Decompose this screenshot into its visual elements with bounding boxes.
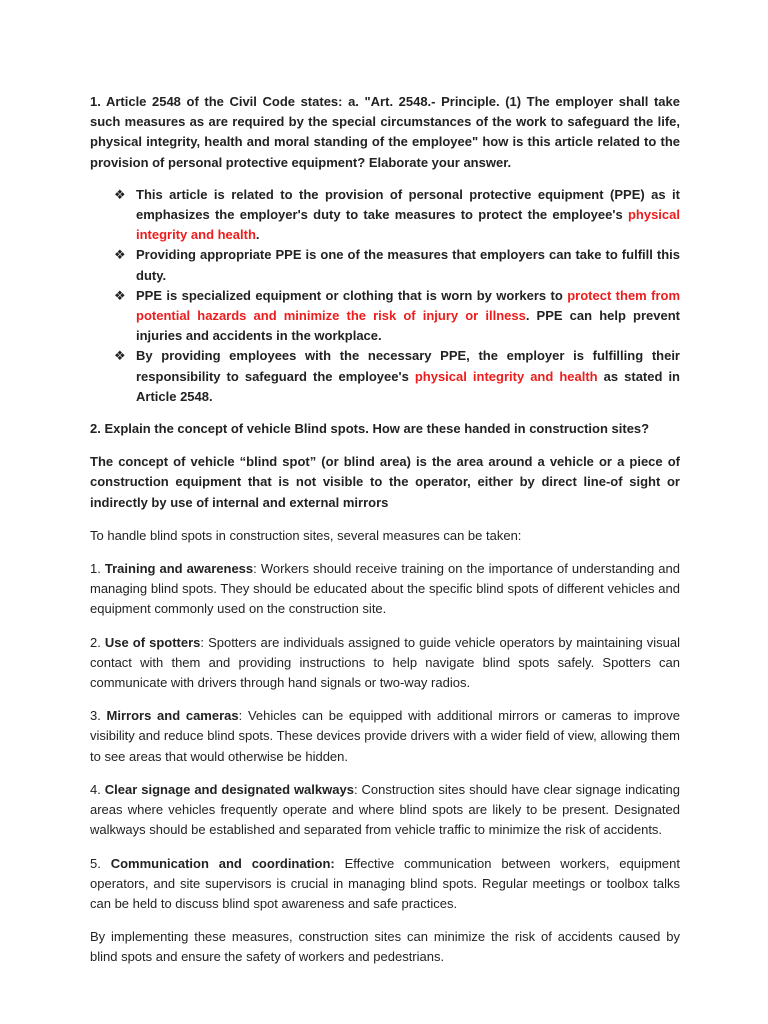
diamond-bullet-icon: ❖ — [114, 186, 126, 202]
measure-title: Communication and coordination: — [110, 855, 335, 871]
bullet-text-after: . — [255, 227, 260, 243]
measure-body: Effective communication between workers, equipment operators, and site supervisors is crucial in managing blind spots. Regular meetings or toolbox talks can be held to discuss blind spot awareness and safe practices. — [90, 855, 680, 911]
measure-number: 1. — [90, 561, 105, 577]
blind-spot-definition: The concept of vehicle “blind spot” (or blind area) is the area around a vehicle or a piece of construction equipment that is not visible to the operator, either by direct line-of sight or indirectly by use of internal and external mirrors — [90, 454, 680, 510]
bullet-highlight: physical integrity and health — [136, 207, 680, 243]
measure-paragraph — [90, 633, 680, 694]
bullet-item — [114, 346, 680, 407]
bullet-text-after: . PPE can help prevent injuries and accidents in the workplace. — [136, 308, 680, 344]
bullet-text: Providing appropriate PPE is one of the measures that employers can take to fulfill this duty. — [136, 247, 680, 283]
bullet-text: By providing employees with the necessary PPE, the employer is fulfilling their responsibility to safeguard the employee's — [136, 348, 680, 384]
question-2: 2. Explain the concept of vehicle Blind spots. How are these handed in construction sites? — [90, 421, 650, 437]
bullet-item — [114, 245, 680, 285]
measure-title: Clear signage and designated walkways — [104, 781, 354, 797]
measure-paragraph — [90, 780, 680, 841]
measure-number: 3. — [90, 708, 107, 724]
measure-body: : Spotters are individuals assigned to guide vehicle operators by maintaining visual contact with them and providing instructions to help navigate blind spots safely. Spotters can communicate with drivers through hand signals or two-way radios. — [90, 634, 680, 691]
measure-body: : Construction sites should have clear signage indicating areas where vehicles frequently operate and where blind spots are likely to be present. Designated walkways should be established and separated from vehicle traffic to minimize the risk of accidents. — [90, 781, 680, 838]
measure-body: : Vehicles can be equipped with additional mirrors or cameras to improve visibility and reduce blind spots. These devices provide drivers with a wider field of view, allowing them to see areas that would otherwise be hidden. — [90, 708, 680, 764]
question-1: 1. Article 2548 of the Civil Code states: a. "Art. 2548.- Principle. (1) The employer shall take such measures as are required by the special circumstances of the work to safeguard the life, physical integrity, health and moral standing of the employee" how is this article related to the provision of personal protective equipment? Elaborate your answer. — [90, 94, 680, 170]
bullet-highlight: protect them from potential hazards and minimize the risk of injury or illness — [136, 287, 681, 324]
bullet-highlight: physical integrity and health — [414, 368, 598, 384]
measure-number: 4. — [90, 781, 105, 797]
measure-paragraph — [90, 559, 680, 620]
measure-number: 5. — [90, 855, 111, 871]
measures-intro: To handle blind spots in construction sites, several measures can be taken: — [90, 527, 522, 543]
measure-body: : Workers should receive training on the importance of understanding and managing blind spots. They should be educated about the specific blind spots of different vehicles and equipment commonly used on the construction site. — [90, 561, 680, 617]
diamond-bullet-icon: ❖ — [114, 348, 126, 364]
bullet-text: PPE is specialized equipment or clothing that is worn by workers to — [136, 287, 568, 303]
conclusion: By implementing these measures, construction sites can minimize the risk of accidents caused by blind spots and ensure the safety of workers and pedestrians. — [90, 929, 680, 965]
bullet-text-after: as stated in Article 2548. — [136, 368, 680, 404]
bullet-text: This article is related to the provision of personal protective equipment (PPE) as it emphasizes the employer's duty to take measures to protect the employee's — [136, 186, 680, 223]
answer-1-bullet-list — [90, 185, 680, 407]
bullet-item — [114, 185, 680, 246]
diamond-bullet-icon: ❖ — [114, 287, 126, 303]
bullet-item — [114, 286, 681, 347]
measure-title: Mirrors and cameras — [106, 708, 239, 724]
measure-paragraph — [90, 854, 680, 915]
measure-paragraph — [90, 706, 680, 767]
measure-number: 2. — [90, 634, 105, 650]
measure-title: Use of spotters — [104, 634, 201, 650]
measure-title: Training and awareness — [104, 561, 254, 577]
diamond-bullet-icon: ❖ — [114, 247, 126, 263]
